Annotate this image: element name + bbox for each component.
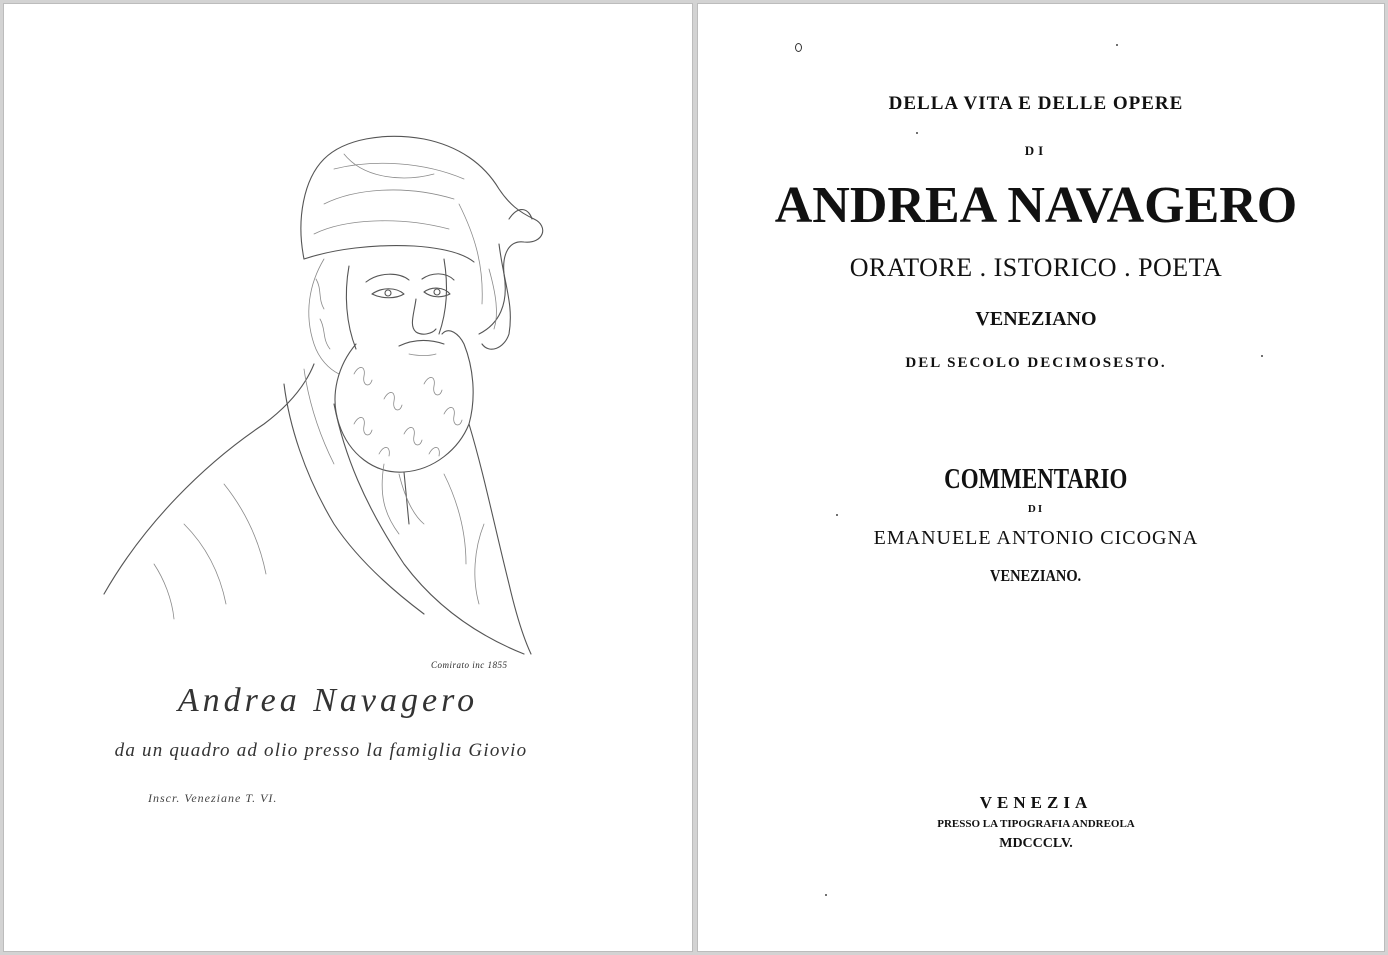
imprint-year: MDCCCLV.: [999, 836, 1073, 851]
author-di: DI: [1027, 503, 1045, 515]
portrait-face: [309, 259, 454, 374]
portrait-hat: [301, 136, 543, 349]
subject-origin: VENEZIANO: [975, 308, 1097, 330]
portrait-coat: [104, 364, 531, 654]
right-page-title: [697, 3, 1385, 952]
print-speck: [916, 132, 918, 134]
portrait-reference: Inscr. Veneziane T. VI.: [148, 791, 278, 805]
author-origin: [698, 567, 1374, 584]
subject-century: DEL SECOLO DECIMOSESTO.: [905, 355, 1167, 371]
author-name: EMANUELE ANTONIO CICOGNA: [873, 527, 1199, 549]
imprint-printer: PRESSO LA TIPOGRAFIA ANDREOLA: [937, 818, 1135, 830]
author-origin-text: VENEZIANO.: [990, 566, 1082, 585]
left-page-portrait: [3, 3, 693, 952]
work-type: [698, 466, 1374, 494]
engraver-signature: Comirato inc 1855: [431, 660, 508, 670]
print-speck: [1116, 44, 1118, 46]
title-line: DELLA VITA E DELLE OPERE: [888, 93, 1184, 114]
imprint-city: VENEZIA: [979, 793, 1093, 812]
subject-name: ANDREA NAVAGERO: [774, 177, 1298, 234]
portrait-beard: [335, 331, 473, 472]
subject-roles: ORATORE . ISTORICO . POETA: [849, 253, 1223, 282]
work-type-text: COMMENTARIO: [944, 464, 1128, 495]
portrait-engraving: [4, 4, 693, 952]
portrait-source-note: da un quadro ad olio presso la famiglia Giovio: [114, 740, 528, 761]
title-di: DI: [1024, 143, 1048, 158]
print-speck: [795, 43, 802, 52]
portrait-caption: Andrea Navagero: [177, 682, 479, 719]
print-speck: [825, 894, 827, 896]
